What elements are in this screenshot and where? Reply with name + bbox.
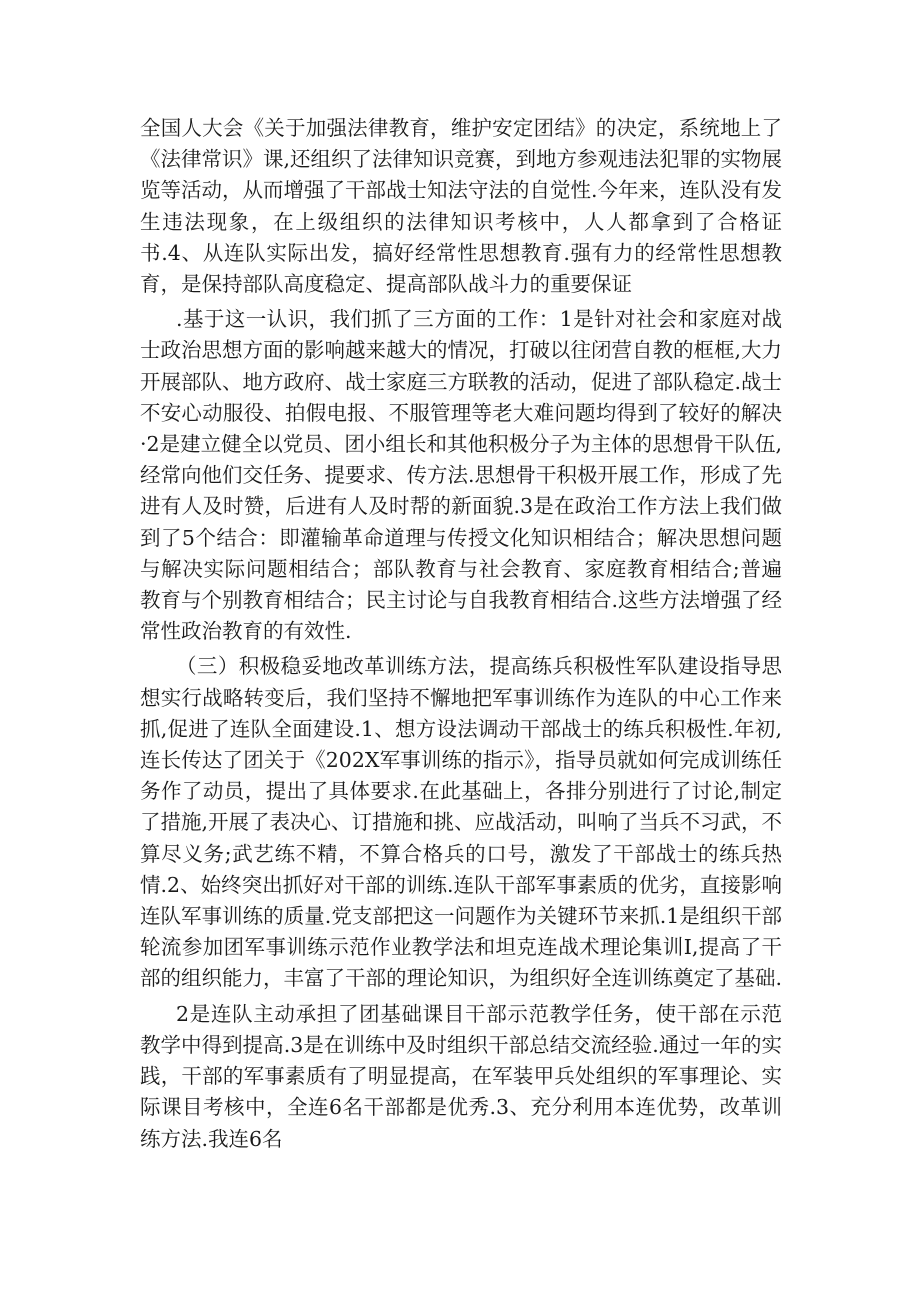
paragraph-4: 2是连队主动承担了团基础课目干部示范教学任务，使干部在示范教学中得到提高.3是在训练中及时组织干部总结交流经验.通过一年的实践，干部的军事素质有了明显提高，在军装甲兵处组织的军事理论、实际课目考核中，全连6名干部都是优秀.3、充分利用本连优势，改革训练方法.我连6名 xyxy=(140,1001,782,1151)
paragraph-2: .基于这一认识，我们抓了三方面的工作：1是针对社会和家庭对战士政治思想方面的影响越来越大的情况，打破以往闭营自教的框框,大力开展部队、地方政府、战士家庭三方联教的活动，促进了部队稳定.战士不安心动服役、拍假电报、不服管理等老大难问题均得到了较好的解决·2是建立健全以党员、团小组长和其他积极分子为主体的思想骨干队伍,经常向他们交任务、提要求、传方法.思想骨干积极开展工作，形成了先进有人及时赞，后进有人及时帮的新面貌.3是在政治工作方法上我们做到了5个结合：即灌输革命道理与传授文化知识相结合；解决思想问题与解决实际问题相结合；部队教育与社会教育、家庭教育相结合;普遍教育与个别教育相结合；民主讨论与自我教育相结合.这些方法增强了经常性政治教育的有效性. xyxy=(140,307,783,644)
paragraph-1: 全国人大会《关于加强法律教育，维护安定团结》的决定，系统地上了《法律常识》课,还组织了法律知识竞赛，到地方参观违法犯罪的实物展览等活动，从而增强了干部战士知法守法的自觉性.今年来，连队没有发生违法现象，在上级组织的法律知识考核中，人人都拿到了合格证书.4、从连队实际出发，搞好经常性思想教育.强有力的经常性思想教育，是保持部队高度稳定、提高部队战斗力的重要保证 xyxy=(140,116,783,297)
paragraph-3: （三）积极稳妥地改革训练方法，提高练兵积极性军队建设指导思想实行战略转变后，我们坚持不懈地把军事训练作为连队的中心工作来抓,促进了连队全面建设.1、想方设法调动干部战士的练兵积极性.年初,连长传达了团关于《202X军事训练的指示》，指导员就如何完成训练任务作了动员，提出了具体要求.在此基础上，各排分别进行了讨论,制定了措施,开展了表决心、订措施和挑、应战活动，叫响了当兵不习武，不算尽义务;武艺练不精，不算合格兵的口号，激发了干部战士的练兵热情.2、始终突出抓好对干部的训练.连队干部军事素质的优劣，直接影响连队军事训练的质量.党支部把这一问题作为关键环节来抓.1是组织干部轮流参加团军事训练示范作业教学法和坦克连战术理论集训I,提高了干部的组织能力，丰富了干部的理论知识，为组织好全连训练奠定了基础. xyxy=(140,654,783,991)
document-page xyxy=(140,113,782,1155)
